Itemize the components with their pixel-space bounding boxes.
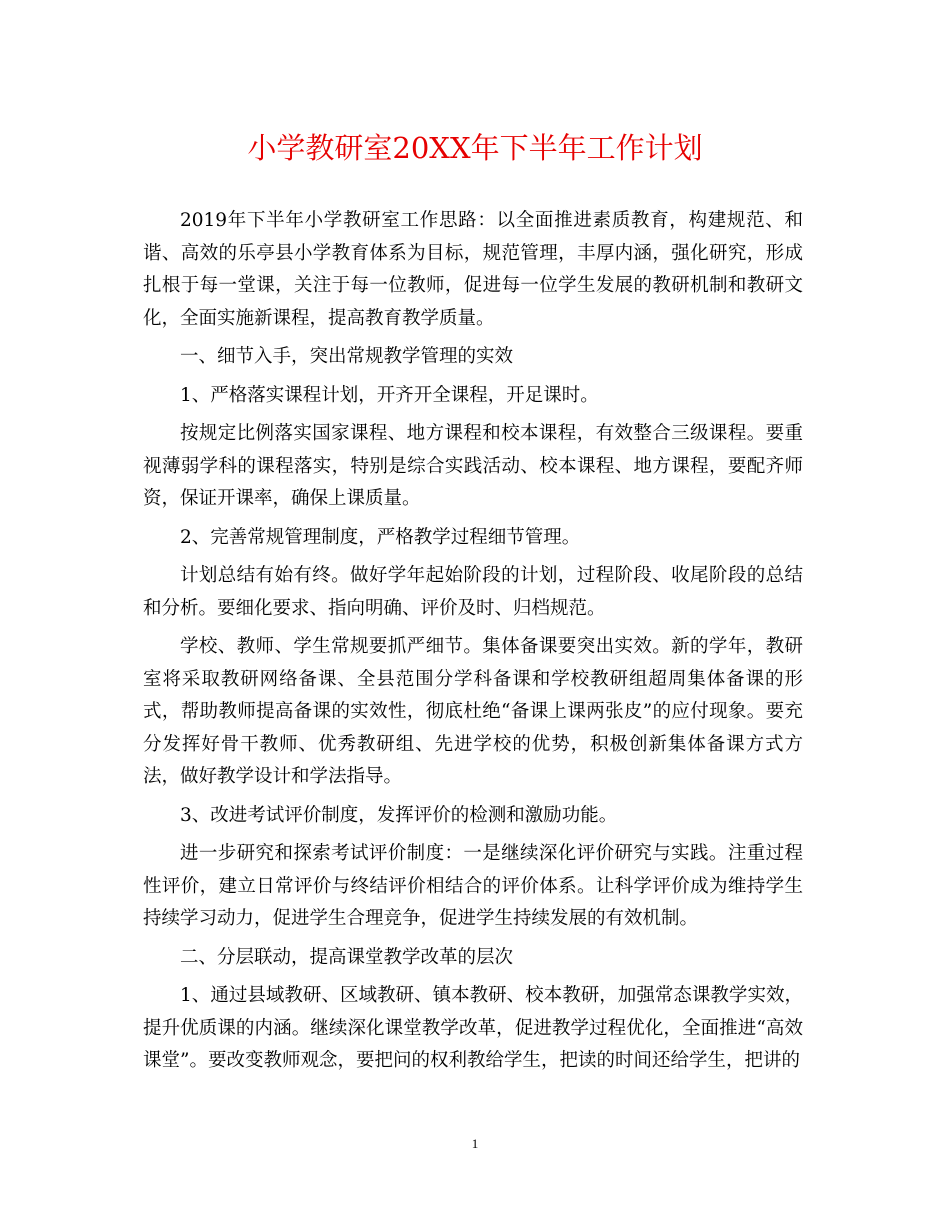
paragraph: 进一步研究和探索考试评价制度：一是继续深化评价研究与实践。注重过程性评价，建立日常评价与终结评价相结合的评价体系。让科学评价成为维持学生持续学习动力，促进学生合理竞争，促进学生持续发展的有效机制。 xyxy=(143,843,803,929)
section-heading-1: 一、细节入手，突出常规教学管理的实效 xyxy=(180,346,514,367)
paragraph-intro: 2019年下半年小学教研室工作思路：以全面推进素质教育，构建规范、和谐、高效的乐亭县小学教育体系为目标，规范管理，丰厚内涵，强化研究，形成扎根于每一堂课，关注于每一位教师，促进每一位学生发展的教研机制和教研文化，全面实施新课程，提高教育教学质量。 xyxy=(143,210,803,329)
paragraph: 学校、教师、学生常规要抓严细节。集体备课要突出实效。新的学年，教研室将采取教研网络备课、全县范围分学科备课和学校教研组超周集体备课的形式，帮助教师提高备课的实效性，彻底杜绝“备课上课两张皮”的应付现象。要充分发挥好骨干教师、优秀教研组、先进学校的优势，积极创新集体备课方式方法，做好教学设计和学法指导。 xyxy=(143,636,803,787)
paragraph: 按规定比例落实国家课程、地方课程和校本课程，有效整合三级课程。要重视薄弱学科的课程落实，特别是综合实践活动、校本课程、地方课程，要配齐师资，保证开课率，确保上课质量。 xyxy=(143,423,803,509)
section-heading-2: 二、分层联动，提高课堂教学改革的层次 xyxy=(180,946,514,968)
document-body xyxy=(143,205,803,1084)
subheading-1-2: 2、完善常规管理制度，严格教学过程细节管理。 xyxy=(180,526,581,548)
paragraph: 计划总结有始有终。做好学年起始阶段的计划，过程阶段、收尾阶段的总结和分析。要细化要求、指向明确、评价及时、归档规范。 xyxy=(143,565,803,619)
page-number: 1 xyxy=(471,1136,479,1151)
subheading-1-3: 3、改进考试评价制度，发挥评价的检测和激励功能。 xyxy=(180,804,618,826)
subheading-1-1: 1、严格落实课程计划，开齐开全课程，开足课时。 xyxy=(180,384,599,406)
paragraph: 1、通过县域教研、区域教研、镇本教研、校本教研，加强常态课教学实效，提升优质课的内涵。继续深化课堂教学改革，促进教学过程优化，全面推进“高效课堂”。要改变教师观念，要把问的权利教给学生，把读的时间还给学生，把讲的 xyxy=(143,985,803,1071)
document-title: 小学教研室20XX年下半年工作计划 xyxy=(247,131,703,165)
